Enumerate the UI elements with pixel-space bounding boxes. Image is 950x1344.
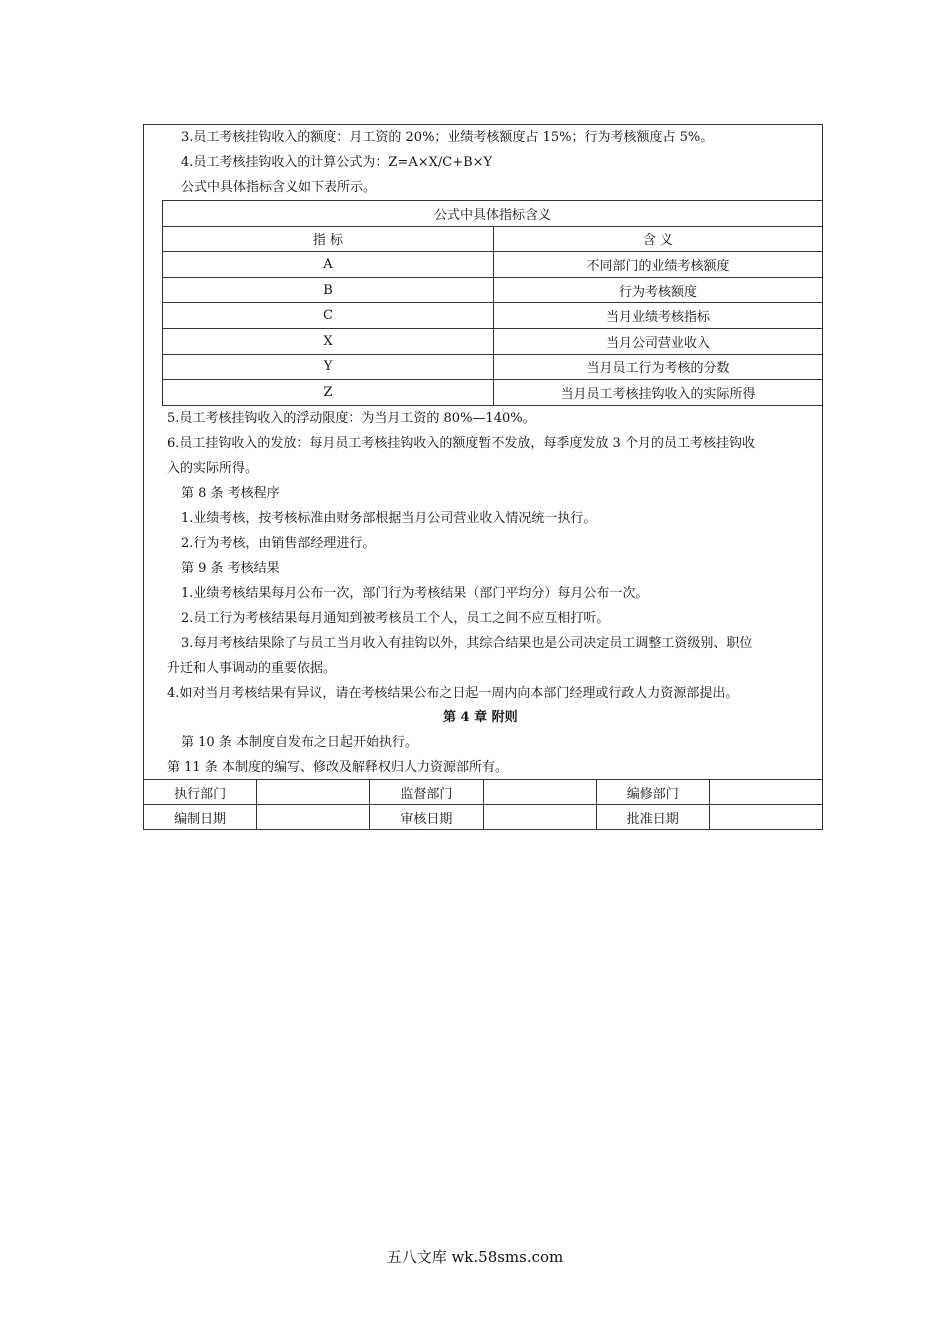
cell-meaning: 不同部门的业绩考核额度	[494, 252, 823, 278]
paragraph-procedure-2: 2.行为考核，由销售部经理进行。	[181, 536, 376, 551]
indicator-table	[162, 200, 823, 406]
approval-table	[143, 779, 823, 830]
paragraph-result-1: 1.业绩考核结果每月公布一次，部门行为考核结果（部门平均分）每月公布一次。	[181, 586, 649, 601]
cell-indicator: Z	[163, 380, 494, 406]
article-11: 第 11 条 本制度的编写、修改及解释权归人力资源部所有。	[167, 760, 508, 775]
article-9-heading: 第 9 条 考核结果	[181, 561, 280, 576]
value-supervising-dept	[483, 780, 596, 805]
table-header-row	[163, 226, 823, 252]
cell-meaning: 当月员工考核挂钩收入的实际所得	[494, 380, 823, 406]
paragraph-item-6-line1: 6.员工挂钩收入的发放：每月员工考核挂钩收入的额度暂不发放，每季度发放 3 个月的员工考核挂钩收	[167, 436, 755, 451]
paragraph-result-3-line2: 升迁和人事调动的重要依据。	[167, 661, 337, 676]
paragraph-result-4: 4.如对当月考核结果有异议，请在考核结果公布之日起一周内向本部门经理或行政人力资源部提出。	[167, 686, 739, 701]
paragraph-item-4: 4.员工考核挂钩收入的计算公式为：Z=A×X/C+B×Y	[181, 155, 493, 170]
paragraph-procedure-1: 1.业绩考核，按考核标准由财务部根据当月公司营业收入情况统一执行。	[181, 511, 597, 526]
value-review-date	[483, 805, 596, 830]
paragraph-table-intro: 公式中具体指标含义如下表所示。	[181, 180, 377, 195]
cell-meaning: 当月公司营业收入	[494, 328, 823, 354]
cell-indicator: C	[163, 303, 494, 329]
value-compile-date	[257, 805, 370, 830]
paragraph-item-6-line2: 入的实际所得。	[167, 461, 259, 476]
approval-row	[144, 805, 823, 830]
table-row	[163, 354, 823, 380]
table-row	[163, 252, 823, 278]
label-supervising-dept: 监督部门	[370, 780, 483, 805]
cell-meaning: 当月员工行为考核的分数	[494, 354, 823, 380]
table-row	[163, 380, 823, 406]
value-executing-dept	[257, 780, 370, 805]
table-title-row	[163, 201, 823, 227]
watermark-footer: 五八文库 wk.58sms.com	[386, 1248, 564, 1266]
header-meaning: 含 义	[494, 226, 823, 252]
article-8-heading: 第 8 条 考核程序	[181, 486, 280, 501]
chapter-heading: 第 4 章 附则	[443, 710, 518, 725]
paragraph-result-2: 2.员工行为考核结果每月通知到被考核员工个人，员工之间不应互相打听。	[181, 611, 610, 626]
value-approve-date	[709, 805, 822, 830]
table-row	[163, 328, 823, 354]
cell-indicator: A	[163, 252, 494, 278]
label-compile-date: 编制日期	[144, 805, 257, 830]
cell-indicator: B	[163, 277, 494, 303]
table-title: 公式中具体指标含义	[163, 201, 823, 227]
cell-meaning: 当月业绩考核指标	[494, 303, 823, 329]
paragraph-item-5: 5.员工考核挂钩收入的浮动限度：为当月工资的 80%—140%。	[167, 411, 536, 426]
value-editing-dept	[709, 780, 822, 805]
cell-indicator: X	[163, 328, 494, 354]
approval-row	[144, 780, 823, 805]
header-indicator: 指 标	[163, 226, 494, 252]
cell-meaning: 行为考核额度	[494, 277, 823, 303]
article-10: 第 10 条 本制度自发布之日起开始执行。	[181, 735, 418, 750]
label-editing-dept: 编修部门	[596, 780, 709, 805]
label-review-date: 审核日期	[370, 805, 483, 830]
table-row	[163, 277, 823, 303]
paragraph-item-3: 3.员工考核挂钩收入的额度：月工资的 20%；业绩考核额度占 15%；行为考核额度占 5%。	[181, 130, 714, 145]
paragraph-result-3-line1: 3.每月考核结果除了与员工当月收入有挂钩以外，其综合结果也是公司决定员工调整工资级别、职位	[181, 636, 753, 651]
cell-indicator: Y	[163, 354, 494, 380]
label-approve-date: 批准日期	[596, 805, 709, 830]
table-row	[163, 303, 823, 329]
label-executing-dept: 执行部门	[144, 780, 257, 805]
